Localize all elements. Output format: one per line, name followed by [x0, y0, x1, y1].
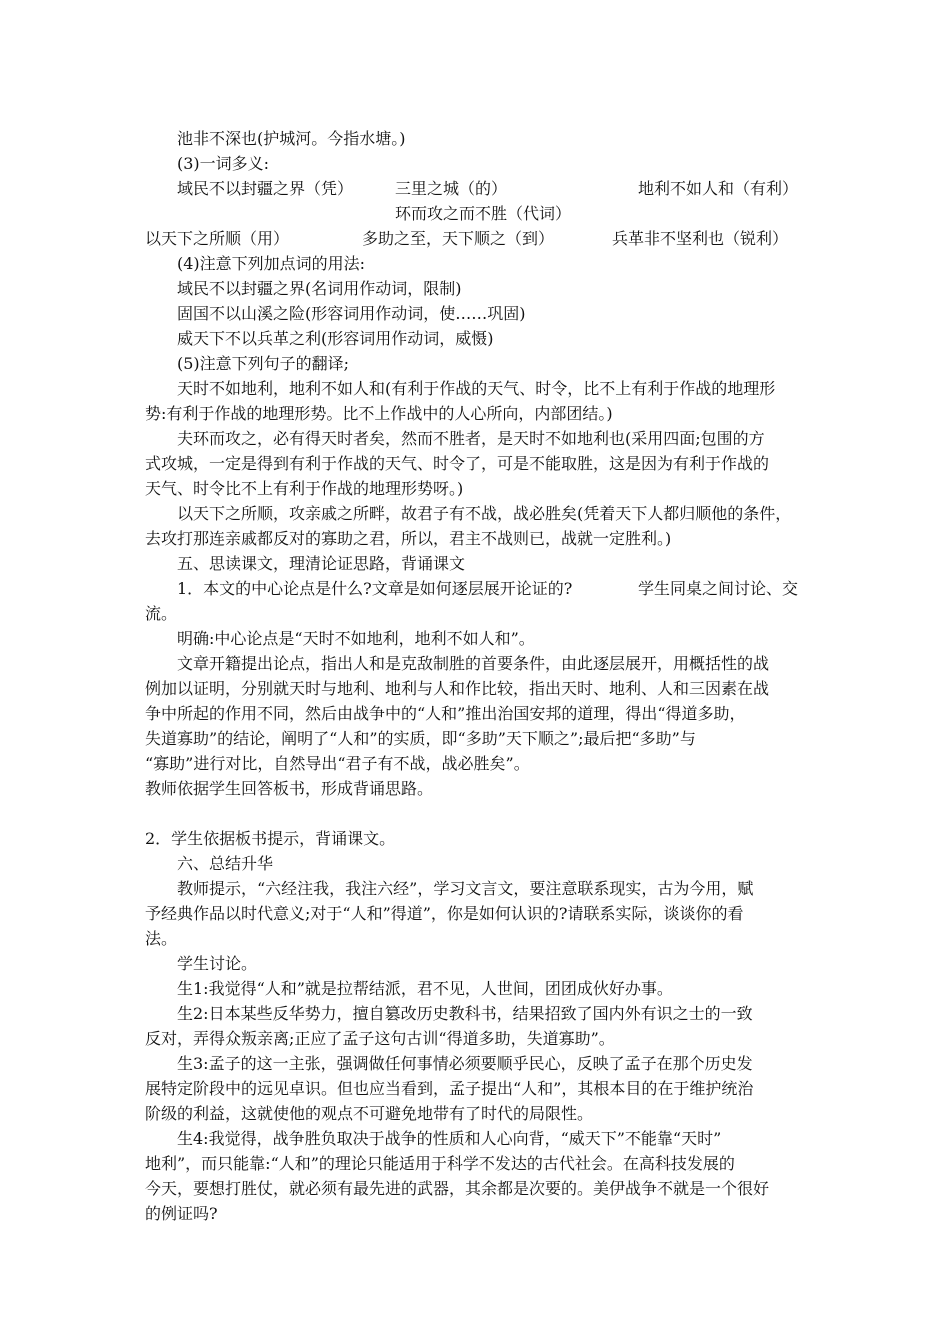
text-line: (3)一词多义:	[177, 154, 270, 173]
text-line: 三里之城（的）	[395, 179, 508, 198]
text-line: 例加以证明，分别就天时与地利、地利与人和作比较，指出天时、地利、人和三因素在战	[145, 679, 770, 698]
text-line: 域民不以封疆之界（凭）	[177, 179, 354, 198]
text-line: 失道寡助”的结论，阐明了“人和”的实质，即“多助”天下顺之”;最后把“多助”与	[145, 729, 696, 748]
text-line: 1．本文的中心论点是什么?文章是如何逐层展开论证的?	[177, 579, 573, 598]
text-line: (5)注意下列句子的翻译;	[177, 354, 350, 373]
text-line: 生4:我觉得，战争胜负取决于战争的性质和人心向背，“威天下”不能靠“天时”	[177, 1129, 722, 1148]
text-line: 文章开籍提出论点，指出人和是克敌制胜的首要条件，由此逐层展开，用概括性的战	[177, 654, 770, 673]
text-line: 以天下之所顺，攻亲戚之所畔，故君子有不战，战必胜矣(凭着天下人都归顺他的条件，	[177, 504, 792, 523]
text-line: 池非不深也(护城河。今指水塘。)	[177, 129, 406, 148]
text-line: 法。	[145, 929, 178, 948]
text-line: 争中所起的作用不同，然后由战争中的“人和”推出治国安邦的道理，得出“得道多助，	[145, 704, 746, 723]
text-line: 学生讨论。	[177, 954, 258, 973]
text-line: 多助之至，天下顺之（到）	[362, 229, 555, 248]
text-line: 地利”，而只能靠:“人和”的理论只能适用于科学不发达的古代社会。在高科技发展的	[145, 1154, 735, 1173]
text-line: 去攻打那连亲戚都反对的寡助之君，所以，君主不战则已，战就一定胜利。)	[145, 529, 672, 548]
text-line: 生2:日本某些反华势力，擅自篡改历史教科书，结果招致了国内外有识之士的一致	[177, 1004, 753, 1023]
text-line: 明确:中心论点是“天时不如地利，地利不如人和”。	[177, 629, 535, 648]
text-line: 予经典作品以时代意义;对于“人和”得道”，你是如何认识的?请联系实际，谈谈你的看	[145, 904, 744, 923]
text-line: 以天下之所顺（用）	[145, 229, 290, 248]
text-line: 今天，要想打胜仗，就必须有最先进的武器，其余都是次要的。美伊战争不就是一个很好	[145, 1179, 770, 1198]
text-line: 教师提示，“六经注我，我注六经”，学习文言文，要注意联系现实，古为今用，赋	[177, 879, 754, 898]
text-line: 威天下不以兵革之利(形容词用作动词，威慑)	[177, 329, 494, 348]
text-line: 六、总结升华	[177, 854, 274, 873]
text-line: 教师依据学生回答板书，形成背诵思路。	[145, 779, 434, 798]
text-line: 地利不如人和（有利）	[638, 179, 799, 198]
text-line: 展特定阶段中的远见卓识。但也应当看到，孟子提出“人和”，其根本目的在于维护统治	[145, 1079, 754, 1098]
text-line: 固国不以山溪之险(形容词用作动词，使……巩固)	[177, 304, 526, 323]
text-line: 域民不以封疆之界(名词用作动词，限制)	[177, 279, 462, 298]
text-line: 五、思读课文，理清论证思路，背诵课文	[177, 554, 466, 573]
text-line: (4)注意下列加点词的用法:	[177, 254, 366, 273]
text-line: 的例证吗?	[145, 1204, 218, 1223]
text-line: 2．学生依据板书提示，背诵课文。	[145, 829, 396, 848]
text-line: 反对，弄得众叛亲离;正应了孟子这句古训“得道多助，失道寡助”。	[145, 1029, 615, 1048]
text-line: 环而攻之而不胜（代词）	[395, 204, 572, 223]
text-line: 天气、时令比不上有利于作战的地理形势呀。)	[145, 479, 464, 498]
text-line: 阶级的利益，这就使他的观点不可避免地带有了时代的局限性。	[145, 1104, 594, 1123]
text-line: 夫环而攻之，必有得天时者矣，然而不胜者，是天时不如地利也(采用四面;包围的方	[177, 429, 765, 448]
text-line: 式攻城，一定是得到有利于作战的天气、时令了，可是不能取胜，这是因为有利于作战的	[145, 454, 770, 473]
text-line: 势:有利于作战的地理形势。比不上作战中的人心所向，内部团结。)	[145, 404, 613, 423]
text-line: 生1:我觉得“人和”就是拉帮结派，君不见，人世间，团团成伙好办事。	[177, 979, 673, 998]
text-line: 兵革非不坚利也（锐利）	[612, 229, 789, 248]
text-line: 生3:孟子的这一主张，强调做任何事情必须要顺乎民心，反映了孟子在那个历史发	[177, 1054, 753, 1073]
text-line: 流。	[145, 604, 178, 623]
text-line: “寡助”进行对比，自然导出“君子有不战，战必胜矣”。	[145, 754, 530, 773]
text-line: 天时不如地利，地利不如人和(有利于作战的天气、时令，比不上有利于作战的地理形	[177, 379, 776, 398]
text-line: 学生同桌之间讨论、交	[638, 579, 799, 598]
